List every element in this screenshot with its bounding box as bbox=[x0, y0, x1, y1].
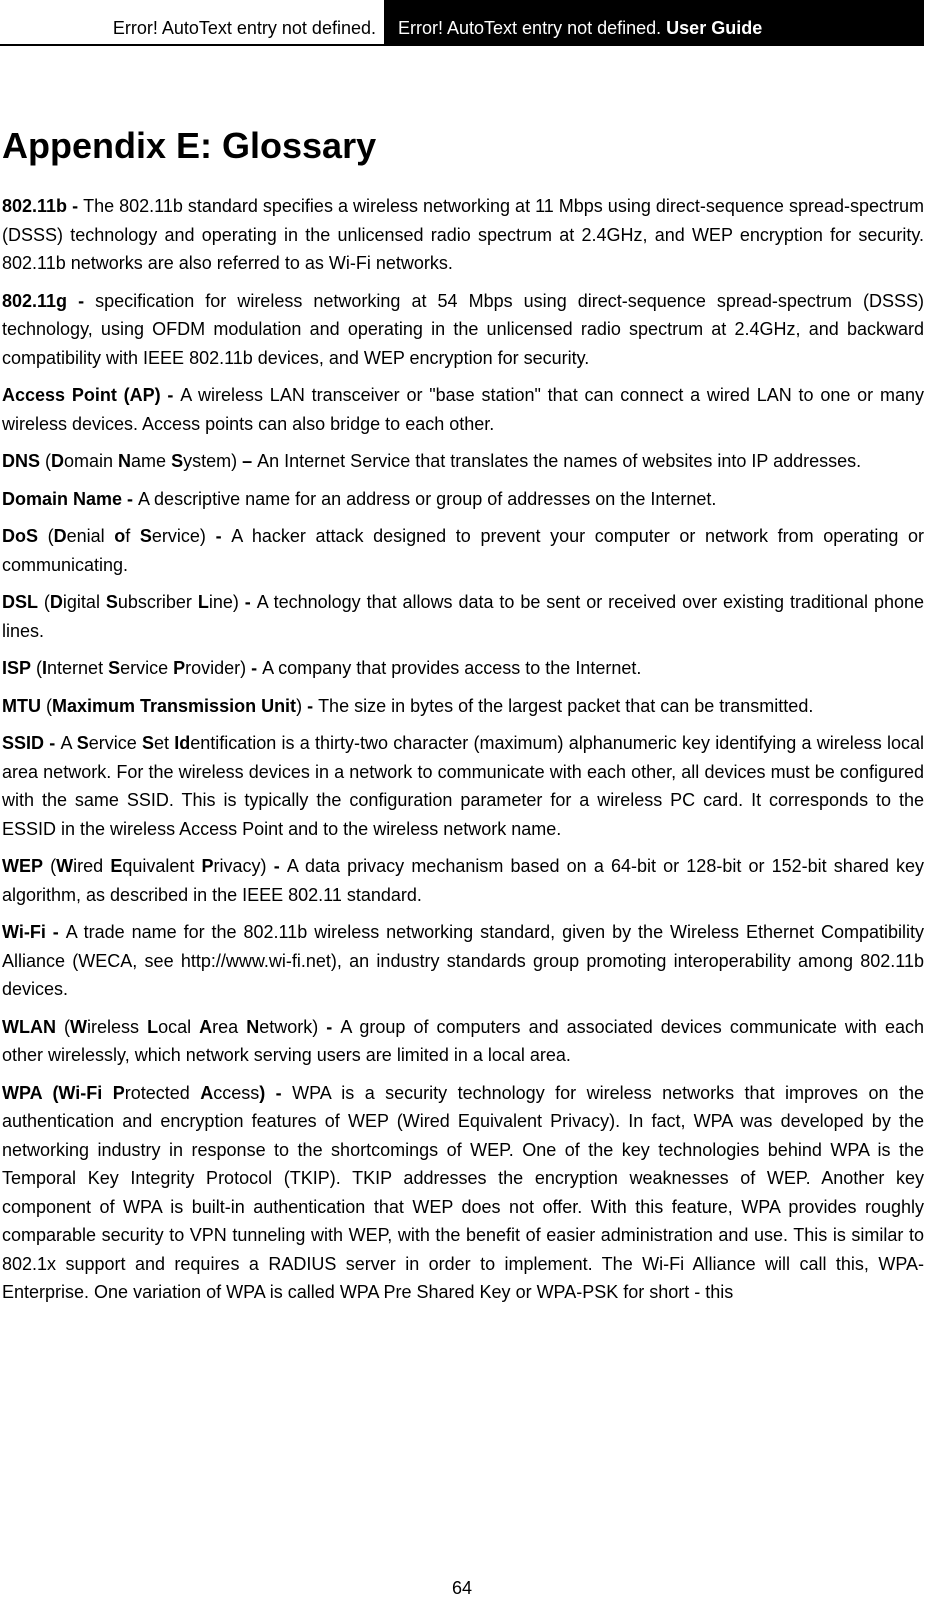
glossary-term-text: N bbox=[118, 451, 132, 471]
glossary-entry bbox=[2, 1079, 924, 1307]
glossary-term-text: 802.11g - bbox=[2, 290, 96, 311]
glossary-entry bbox=[2, 918, 924, 1004]
glossary-term-text: D bbox=[49, 592, 63, 612]
glossary-entry bbox=[2, 852, 924, 909]
glossary-definition-text: A descriptive name for an address or group of addresses on the Internet. bbox=[138, 488, 717, 509]
glossary-term-text: - bbox=[244, 592, 257, 612]
glossary-definition-text: rivacy) bbox=[213, 856, 274, 876]
glossary-term-text: – bbox=[242, 451, 258, 471]
header-user-guide: User Guide bbox=[666, 18, 763, 38]
glossary-definition-text: A hacker attack designed to prevent your computer or network from operating or communicating. bbox=[2, 526, 924, 575]
glossary-term-text: SSID - bbox=[2, 733, 61, 753]
page-title: Appendix E: Glossary bbox=[2, 125, 377, 166]
glossary-definition-text: ireless bbox=[87, 1016, 148, 1037]
glossary-definition-text: The 802.11b standard specifies a wireless networking at 11 Mbps using direct-sequence spread-spectrum (DSSS) technology and operating in the unlicensed radio spectrum at 2.4GHz, and WEP encryption for security. 802.11b networks are also referred to as Wi-Fi networks. bbox=[2, 196, 924, 273]
glossary-term-text: S bbox=[171, 451, 184, 471]
glossary-definition-text: A company that provides access to the Internet. bbox=[262, 658, 642, 678]
glossary-entry bbox=[2, 485, 924, 514]
glossary-term-text: E bbox=[110, 856, 123, 876]
glossary-definition-text: ystem) bbox=[183, 451, 243, 471]
glossary-term-text: WEP bbox=[2, 856, 44, 876]
glossary-definition-text: ( bbox=[55, 1016, 71, 1037]
glossary-definition-text: A bbox=[60, 733, 77, 753]
glossary-definition-text: ( bbox=[40, 451, 52, 471]
glossary-entry bbox=[2, 588, 924, 645]
glossary-entry bbox=[2, 287, 924, 373]
glossary-entry bbox=[2, 522, 924, 579]
glossary-term-text: S bbox=[108, 658, 121, 678]
glossary-definition-text: The size in bytes of the largest packet that can be transmitted. bbox=[318, 695, 814, 716]
glossary-definition-text: ocal bbox=[158, 1016, 200, 1037]
glossary-definition-text: rotected bbox=[124, 1082, 201, 1103]
glossary-term-text: I bbox=[42, 658, 48, 678]
header-right-text: Error! AutoText entry not defined. bbox=[398, 18, 662, 38]
glossary-definition-text: ervice) bbox=[151, 526, 216, 546]
glossary-term-text: D bbox=[53, 526, 67, 546]
glossary-term-text: N bbox=[246, 1016, 260, 1037]
glossary-definition-text: ired bbox=[73, 856, 111, 876]
glossary-term-text: L bbox=[147, 1016, 159, 1037]
glossary-definition-text: nternet bbox=[47, 658, 109, 678]
glossary-term-text: - bbox=[251, 658, 263, 678]
glossary-term-text: S bbox=[139, 526, 152, 546]
glossary-definition-text: omain bbox=[64, 451, 119, 471]
glossary-term-text: - bbox=[215, 526, 232, 546]
glossary-entry bbox=[2, 192, 924, 278]
glossary-definition-text: ( bbox=[31, 658, 43, 678]
glossary-term-text: S bbox=[141, 733, 154, 753]
glossary-term-text: Domain Name - bbox=[2, 488, 139, 509]
glossary-term-text: MTU bbox=[2, 695, 41, 716]
glossary-definition-text: ) bbox=[296, 695, 308, 716]
glossary-list bbox=[2, 192, 924, 1316]
glossary-term-text: WLAN bbox=[2, 1016, 56, 1037]
glossary-term-text: DoS bbox=[2, 526, 38, 546]
glossary-term-text: A bbox=[200, 1082, 214, 1103]
glossary-definition-text: entification is a thirty-two character (maximum) alphanumeric key identifying a wireless local area network. For the wireless devices in a network to communicate with each other, all devices must be configured with the same SSID. This is typically the configuration parameter for a wireless PC card. It corresponds to the ESSID in the wireless Access Point and to the wireless network name. bbox=[2, 733, 925, 839]
glossary-term-text: S bbox=[105, 592, 118, 612]
glossary-term-text: Id bbox=[174, 733, 191, 753]
glossary-definition-text: quivalent bbox=[122, 856, 202, 876]
glossary-term-text: A bbox=[199, 1016, 213, 1037]
glossary-definition-text: A wireless LAN transceiver or "base station" that can connect a wired LAN to one or many wireless devices. Access points can also bridge to each other. bbox=[2, 385, 924, 434]
glossary-definition-text: ( bbox=[38, 592, 50, 612]
glossary-definition-text: et bbox=[154, 733, 175, 753]
header-right-block bbox=[384, 0, 924, 44]
glossary-term-text: DNS bbox=[2, 451, 41, 471]
glossary-definition-text: A data privacy mechanism based on a 64-bit or 128-bit or 152-bit shared key algorithm, as described in the IEEE 802.11 standard. bbox=[2, 856, 924, 905]
glossary-term-text: L bbox=[197, 592, 209, 612]
glossary-definition-text: f bbox=[125, 526, 140, 546]
glossary-definition-text: etwork) bbox=[259, 1016, 327, 1037]
glossary-definition-text: ( bbox=[41, 695, 52, 716]
glossary-definition-text: ame bbox=[131, 451, 172, 471]
glossary-definition-text: An Internet Service that translates the names of websites into IP addresses. bbox=[257, 451, 862, 471]
glossary-definition-text: ( bbox=[43, 856, 57, 876]
glossary-term-text: WPA (Wi-Fi P bbox=[2, 1082, 125, 1103]
glossary-definition-text: A technology that allows data to be sent or received over existing traditional phone lines. bbox=[2, 592, 925, 641]
glossary-term-text: DSL bbox=[2, 592, 38, 612]
glossary-definition-text: rovider) bbox=[185, 658, 252, 678]
glossary-term-text: P bbox=[201, 856, 214, 876]
glossary-definition-text: ubscriber bbox=[117, 592, 198, 612]
glossary-term-text: W bbox=[56, 856, 74, 876]
glossary-definition-text: specification for wireless networking at 54 Mbps using direct-sequence spread-spectrum (DSSS) technology, using OFDM modulation and operating in the unlicensed radio spectrum at 2.4GHz, and backward compatibility with IEEE 802.11b devices, and WEP encryption for security. bbox=[2, 290, 924, 368]
glossary-definition-text: igital bbox=[62, 592, 106, 612]
glossary-term-text: - bbox=[273, 856, 287, 876]
glossary-term-text: W bbox=[70, 1016, 88, 1037]
glossary-term-text: Wi-Fi - bbox=[2, 922, 66, 942]
glossary-definition-text: ine) bbox=[208, 592, 245, 612]
glossary-term-text: P bbox=[173, 658, 186, 678]
glossary-definition-text: WPA is a security technology for wireless networks that improves on the authentication and encryption features of WEP (Wired Equivalent Privacy). In fact, WPA was developed by the networking industry in response to the shortcomings of WEP. One of the key technologies behind WPA is the Temporal Key Integrity Protocol (TKIP). TKIP addresses the encryption weaknesses of WEP. Another key component of WPA is built-in authentication that WEP does not offer. With this feature, WPA provides roughly comparable security to VPN tunneling with WEP, with the benefit of easier administration and use. This is similar to 802.1x support and requires a RADIUS server in order to implement. The Wi-Fi Alliance will call this, WPA-Enterprise. One variation of WPA is called WPA Pre Shared Key or WPA-PSK for short - this bbox=[2, 1082, 924, 1302]
glossary-term-text: ISP bbox=[2, 658, 32, 678]
page-header bbox=[0, 0, 924, 46]
glossary-term-text: ) - bbox=[259, 1082, 293, 1103]
glossary-term-text: o bbox=[114, 526, 126, 546]
glossary-definition-text: ervice bbox=[88, 733, 142, 753]
glossary-definition-text: ervice bbox=[120, 658, 174, 678]
page-number: 64 bbox=[451, 1578, 473, 1598]
glossary-entry bbox=[2, 654, 924, 683]
glossary-term-text: 802.11b - bbox=[2, 196, 84, 216]
glossary-definition-text: rea bbox=[212, 1016, 247, 1037]
glossary-term-text: - bbox=[326, 1016, 341, 1037]
header-left-text: Error! AutoText entry not defined. bbox=[112, 18, 376, 38]
glossary-definition-text: ccess bbox=[213, 1082, 260, 1103]
glossary-term-text: Maximum Transmission Unit bbox=[52, 695, 297, 716]
glossary-term-text: - bbox=[307, 695, 319, 716]
glossary-entry bbox=[2, 729, 924, 843]
glossary-term-text: Access Point (AP) - bbox=[2, 385, 181, 405]
glossary-entry bbox=[2, 447, 924, 476]
glossary-entry bbox=[2, 381, 924, 438]
glossary-definition-text: ( bbox=[38, 526, 54, 546]
glossary-term-text: S bbox=[76, 733, 89, 753]
glossary-definition-text: A group of computers and associated devices communicate with each other wirelessly, which network serving users are limited in a local area. bbox=[2, 1016, 924, 1065]
glossary-term-text: D bbox=[51, 451, 65, 471]
glossary-definition-text: enial bbox=[66, 526, 115, 546]
glossary-entry bbox=[2, 692, 924, 721]
glossary-definition-text: A trade name for the 802.11b wireless networking standard, given by the Wireless Ethernet Compatibility Alliance (WECA, see http://www.wi-fi.net), an industry standards group promoting interoperability among 802.11b devices. bbox=[2, 922, 924, 999]
glossary-entry bbox=[2, 1013, 924, 1070]
